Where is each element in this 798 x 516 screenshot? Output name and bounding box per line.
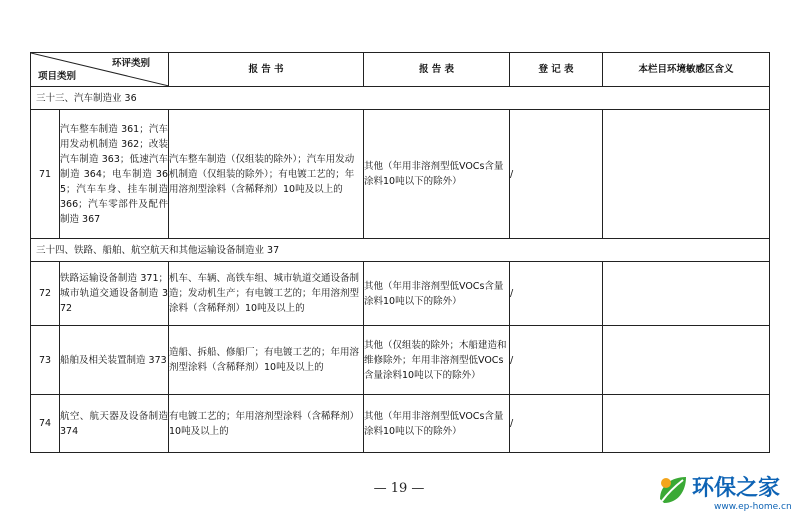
row-sensitive <box>603 326 770 395</box>
row-report-book: 汽车整车制造（仅组装的除外）；汽车用发动机制造（仅组装的除外）；有电镀工艺的；年用溶剂型涂料（含稀释剂）10吨及以上的 <box>169 110 364 239</box>
section-title: 三十三、汽车制造业 36 <box>31 87 770 110</box>
row-number: 73 <box>31 326 60 395</box>
row-report-form: 其他（年用非溶剂型低VOCs含量涂料10吨以下的除外） <box>364 262 510 326</box>
row-sensitive <box>603 395 770 453</box>
row-number: 74 <box>31 395 60 453</box>
row-report-form: 其他（仅组装的除外；木船建造和维修除外；年用非溶剂型低VOCs含量涂料10吨以下的除外） <box>364 326 510 395</box>
row-report-book: 造船、拆船、修船厂；有电镀工艺的；年用溶剂型涂料（含稀释剂）10吨及以上的 <box>169 326 364 395</box>
col-report-book: 报 告 书 <box>169 53 364 87</box>
section-row <box>31 87 770 110</box>
row-number: 72 <box>31 262 60 326</box>
col-register: 登 记 表 <box>510 53 603 87</box>
row-report-form: 其他（年用非溶剂型低VOCs含量涂料10吨以下的除外） <box>364 110 510 239</box>
watermark-logo <box>656 470 798 516</box>
col-sensitive: 本栏目环境敏感区含义 <box>603 53 770 87</box>
project-category-label: 项目类别 <box>38 71 77 82</box>
row-report-book: 机车、车辆、高铁车组、城市轨道交通设备制造；发动机生产；有电镀工艺的；年用溶剂型涂料（含稀释剂）10吨及以上的 <box>169 262 364 326</box>
env-category-label: 环评类别 <box>111 58 150 69</box>
diagonal-header-cell <box>31 53 169 87</box>
leaf-logo-icon <box>656 473 690 507</box>
row-category: 汽车整车制造 361；汽车用发动机制造 362；改装汽车制造 363；低速汽车制造 364；电车制造 365；汽车车身、挂车制造 366；汽车零部件及配件制造 367 <box>60 110 169 239</box>
row-sensitive <box>603 262 770 326</box>
table-row <box>31 262 770 326</box>
row-category: 航空、航天器及设备制造 374 <box>60 395 169 453</box>
col-report-form: 报 告 表 <box>364 53 510 87</box>
row-register: / <box>510 326 603 395</box>
classification-table <box>30 52 770 453</box>
row-sensitive <box>603 110 770 239</box>
row-number: 71 <box>31 110 60 239</box>
table-row <box>31 326 770 395</box>
watermark-url: www.ep-home.cn <box>714 502 792 512</box>
row-register: / <box>510 110 603 239</box>
table-row <box>31 395 770 453</box>
row-report-form: 其他（年用非溶剂型低VOCs含量涂料10吨以下的除外） <box>364 395 510 453</box>
row-report-book: 有电镀工艺的；年用溶剂型涂料（含稀释剂）10吨及以上的 <box>169 395 364 453</box>
section-title: 三十四、铁路、船舶、航空航天和其他运输设备制造业 37 <box>31 239 770 262</box>
section-row <box>31 239 770 262</box>
row-register: / <box>510 262 603 326</box>
watermark-text: 环保之家 <box>692 476 781 501</box>
row-category: 船舶及相关装置制造 373 <box>60 326 169 395</box>
row-register: / <box>510 395 603 453</box>
table-row <box>31 110 770 239</box>
page-number: — 19 — <box>373 481 425 496</box>
row-category: 铁路运输设备制造 371；城市轨道交通设备制造 372 <box>60 262 169 326</box>
header-row <box>31 53 770 87</box>
